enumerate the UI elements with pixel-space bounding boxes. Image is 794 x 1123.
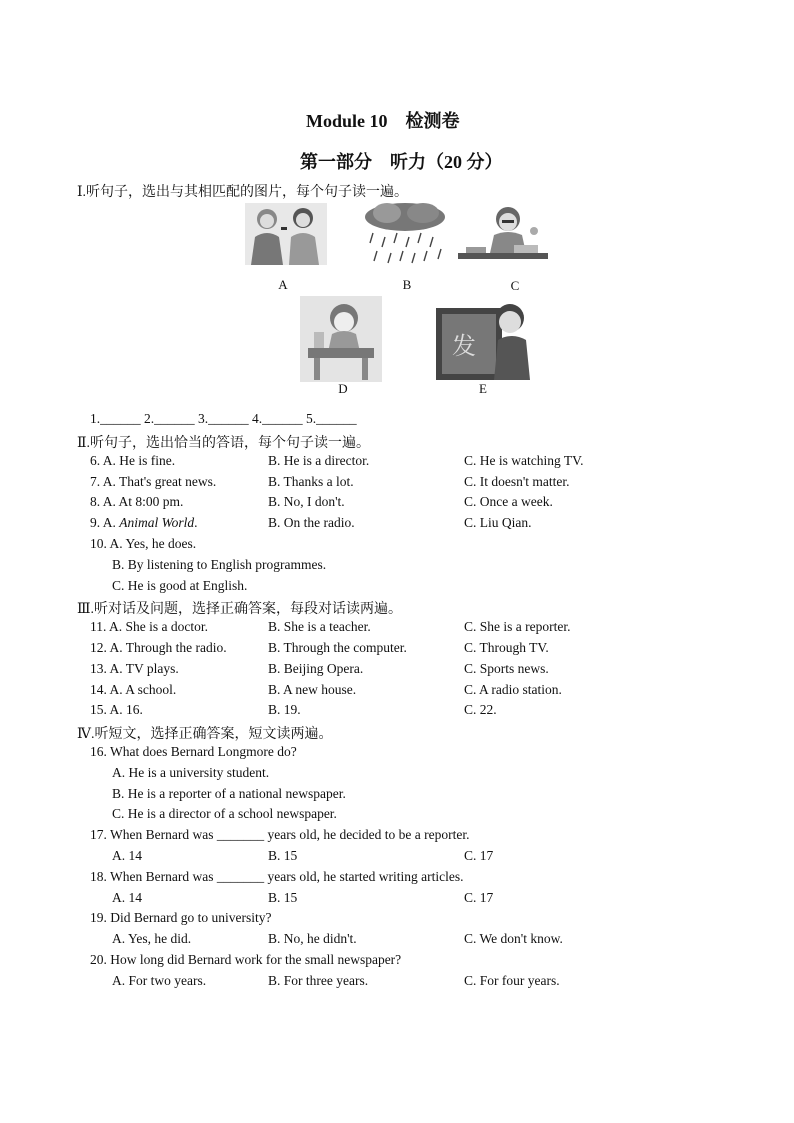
q14-option-b: B. A new house. — [268, 682, 357, 697]
q6-option-b: B. He is a director. — [268, 453, 370, 468]
picture-e-man-with-board — [436, 296, 532, 382]
q17-option-a: A. 14 — [112, 848, 142, 863]
svg-text:发: 发 — [452, 332, 476, 360]
picture-b-rain — [365, 203, 447, 269]
q11-option-a: 11. A. She is a doctor. — [90, 619, 208, 634]
q7-option-b: B. Thanks a lot. — [268, 474, 354, 489]
q9-period: . — [194, 515, 198, 530]
picture-d-girl-at-table — [300, 296, 382, 382]
q16-option-c: C. He is a director of a school newspaper. — [112, 806, 337, 821]
q19-stem: 19. Did Bernard go to university? — [90, 910, 272, 925]
q13-option-a: 13. A. TV plays. — [90, 661, 179, 676]
q9-option-a — [90, 515, 198, 531]
q20-stem: 20. How long did Bernard work for the small newspaper? — [90, 952, 402, 967]
section-3-heading: Ⅲ.听对话及问题，选择正确答案，每段对话读两遍。 — [77, 602, 402, 617]
q14-option-a: 14. A. A school. — [90, 682, 177, 697]
q8-option-a: 8. A. At 8:00 pm. — [90, 494, 184, 509]
q12-option-a: 12. A. Through the radio. — [90, 640, 227, 655]
q15-option-a: 15. A. 16. — [90, 702, 143, 717]
picture-c-man-at-desk — [458, 203, 548, 267]
picture-e-label: E — [479, 381, 487, 396]
q18-stem: 18. When Bernard was _______ years old, he started writing articles. — [90, 869, 464, 884]
q7-option-c: C. It doesn't matter. — [464, 474, 570, 489]
q12-option-c: C. Through TV. — [464, 640, 549, 655]
section-4-heading: Ⅳ.听短文，选择正确答案，短文读两遍。 — [77, 727, 333, 742]
q6-option-a: 6. A. He is fine. — [90, 453, 176, 468]
q19-option-c: C. We don't know. — [464, 931, 563, 946]
section-1-heading: Ⅰ.听句子，选出与其相匹配的图片，每个句子读一遍。 — [77, 185, 409, 200]
q15-option-b: B. 19. — [268, 702, 301, 717]
q13-option-b: B. Beijing Opera. — [268, 661, 364, 676]
q17-option-b: B. 15 — [268, 848, 298, 863]
q9-option-c: C. Liu Qian. — [464, 515, 532, 530]
q8-option-c: C. Once a week. — [464, 494, 553, 509]
q7-option-a: 7. A. That's great news. — [90, 474, 217, 489]
q18-option-b: B. 15 — [268, 890, 298, 905]
q11-option-b: B. She is a teacher. — [268, 619, 371, 634]
q18-option-c: C. 17 — [464, 890, 494, 905]
q6-option-c: C. He is watching TV. — [464, 453, 584, 468]
q9-number: 9. A. — [90, 515, 120, 530]
q12-option-b: B. Through the computer. — [268, 640, 407, 655]
q11-option-c: C. She is a reporter. — [464, 619, 571, 634]
q20-option-b: B. For three years. — [268, 973, 369, 988]
q10-option-b: B. By listening to English programmes. — [112, 557, 327, 572]
picture-a-label: A — [278, 277, 288, 292]
picture-b-label: B — [402, 277, 412, 292]
q13-option-c: C. Sports news. — [464, 661, 549, 676]
q17-option-c: C. 17 — [464, 848, 494, 863]
picture-d-label: D — [338, 381, 348, 396]
q16-option-a: A. He is a university student. — [112, 765, 270, 780]
q10-option-c: C. He is good at English. — [112, 578, 248, 593]
q15-option-c: C. 22. — [464, 702, 497, 717]
q8-option-b: B. No, I don't. — [268, 494, 345, 509]
q16-stem: 16. What does Bernard Longmore do? — [90, 744, 297, 759]
page-title: Module 10 检测卷 — [306, 111, 460, 131]
picture-c-label: C — [510, 278, 520, 293]
q19-option-b: B. No, he didn't. — [268, 931, 357, 946]
q20-option-c: C. For four years. — [464, 973, 560, 988]
answer-blanks: 1.______ 2.______ 3.______ 4.______ 5.______ — [90, 411, 357, 426]
q9-title-italic: Animal World — [119, 515, 195, 530]
q18-option-a: A. 14 — [112, 890, 142, 905]
picture-a-two-women — [245, 203, 327, 265]
page-subtitle: 第一部分 听力（20 分） — [300, 152, 503, 172]
q19-option-a: A. Yes, he did. — [112, 931, 192, 946]
q9-option-b: B. On the radio. — [268, 515, 355, 530]
q16-option-b: B. He is a reporter of a national newspaper. — [112, 786, 346, 801]
q20-option-a: A. For two years. — [112, 973, 207, 988]
q10-option-a: 10. A. Yes, he does. — [90, 536, 197, 551]
section-2-heading: Ⅱ.听句子，选出恰当的答语，每个句子读一遍。 — [77, 436, 371, 451]
q17-stem: 17. When Bernard was _______ years old, he decided to be a reporter. — [90, 827, 470, 842]
q14-option-c: C. A radio station. — [464, 682, 562, 697]
